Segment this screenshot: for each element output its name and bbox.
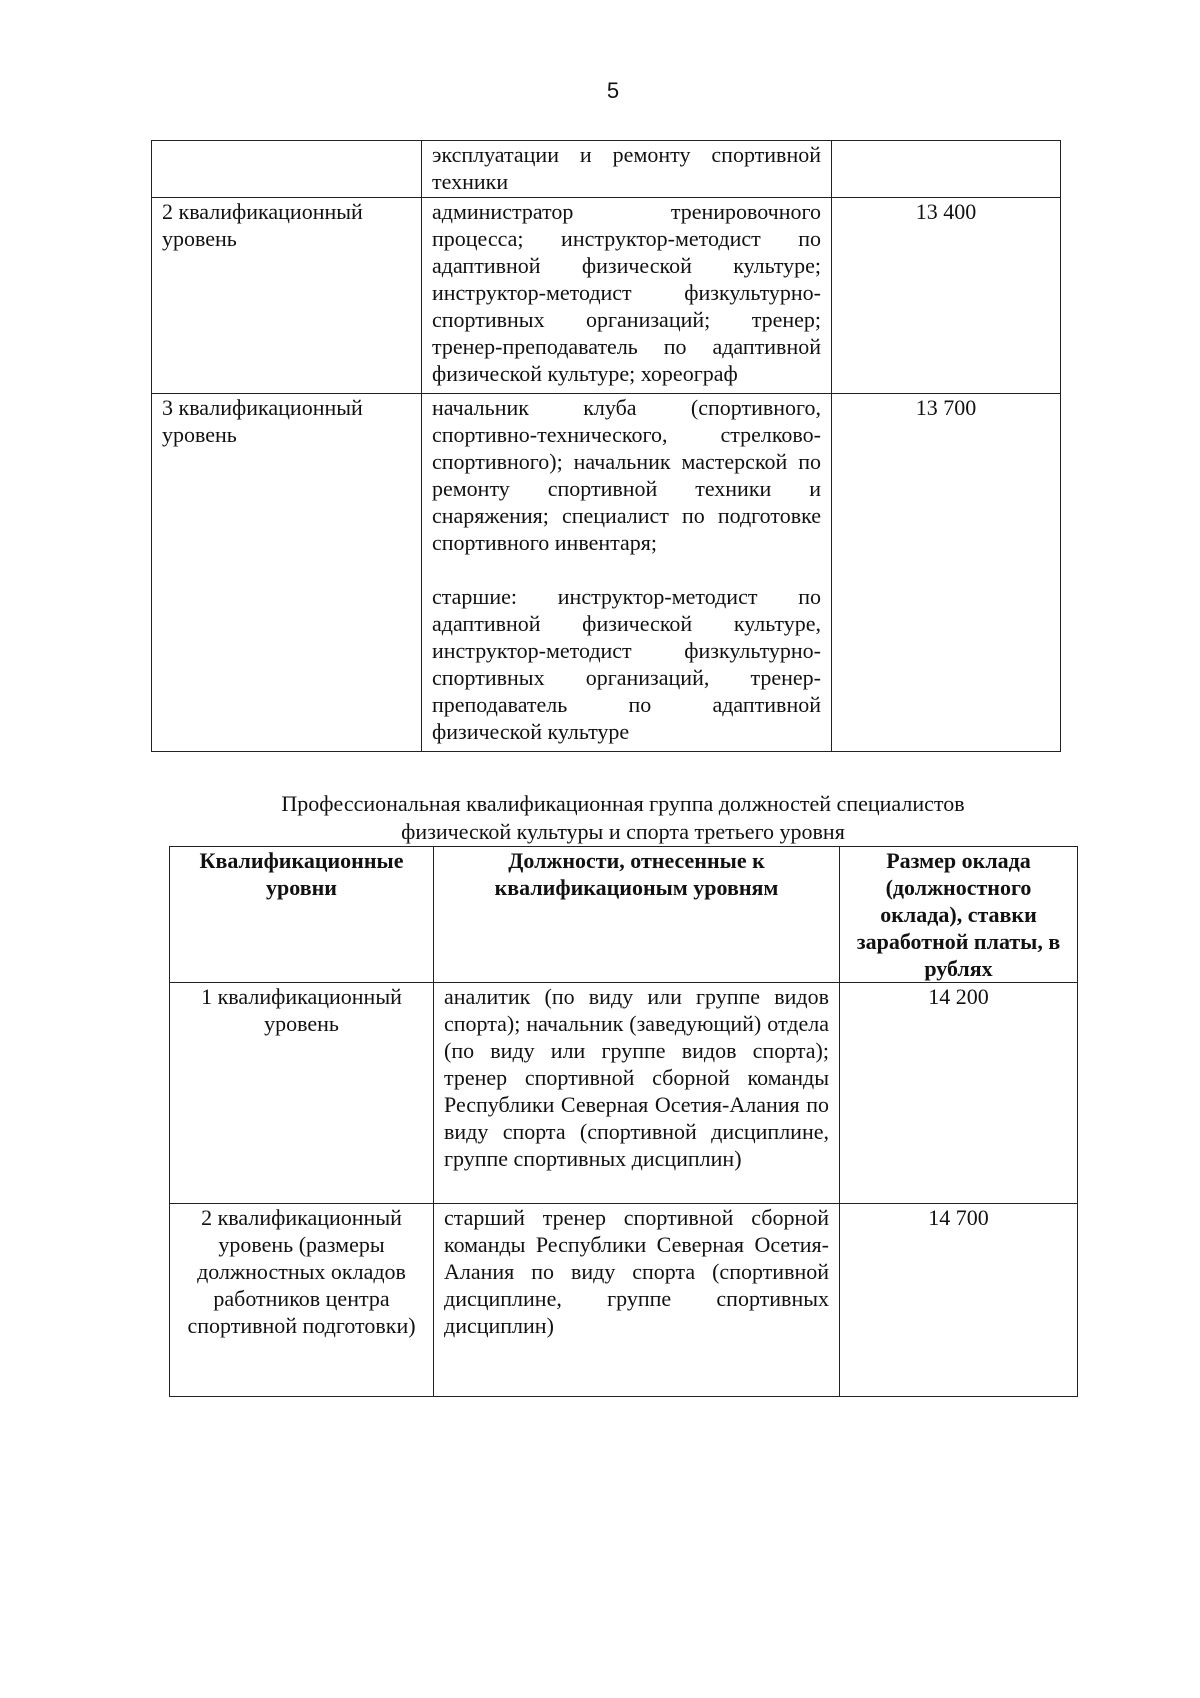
positions-cell: администратор тренировочного процесса; инструктор-методист по адаптивной физической культуре; инструктор-методист физкультурно-спортивных организаций; тренер; тренер-преподаватель по адаптивной физической культуре; хореограф [422, 198, 832, 394]
table-row [170, 983, 1078, 1204]
caption-line: физической культуры и спорта третьего уровня [401, 819, 845, 844]
qualification-table-continued [151, 140, 1061, 752]
level-cell: 3 квалификационный уровень [152, 394, 422, 752]
header-salary: Размер оклада (должностного оклада), ставки заработной платы, в рублях [840, 847, 1078, 983]
table-caption [0, 790, 1200, 846]
positions-cell: аналитик (по виду или группе видов спорта); начальник (заведующий) отдела (по виду или группе видов спорта); тренер спортивной сборной команды Республики Северная Осетия-Алания по виду спорта (спортивной дисциплине, группе спортивных дисциплин) [434, 983, 840, 1204]
header-positions: Должности, отнесенные к квалификационым уровням [434, 847, 840, 983]
positions-cell [422, 394, 832, 752]
header-row [170, 847, 1078, 983]
table-row [152, 141, 1061, 198]
salary-cell: 13 400 [832, 198, 1061, 394]
page-number: 5 [606, 78, 620, 103]
salary-cell: 14 200 [840, 983, 1078, 1204]
table-row [152, 198, 1061, 394]
level-cell: 2 квалификационный уровень (размеры должностных окладов работников центра спортивной подготовки) [170, 1204, 434, 1397]
qualification-table-third-level [169, 846, 1078, 1397]
level-cell: 1 квалификационный уровень [170, 983, 434, 1204]
salary-cell: 13 700 [832, 394, 1061, 752]
table-row [170, 1204, 1078, 1397]
table-row [152, 394, 1061, 752]
caption-line: Профессиональная квалификационная группа должностей специалистов [281, 791, 965, 816]
positions-paragraph: начальник клуба (спортивного, спортивно-технического, стрелково-спортивного); начальник мастерской по ремонту спортивной техники и снаряжения; специалист по подготовке спортивного инвентаря; [432, 395, 821, 555]
header-level: Квалификационные уровни [170, 847, 434, 983]
level-cell [152, 141, 422, 198]
positions-cell: старший тренер спортивной сборной команды Республики Северная Осетия-Алания по виду спорта (спортивной дисциплине, группе спортивных дисциплин) [434, 1204, 840, 1397]
salary-cell: 14 700 [840, 1204, 1078, 1397]
positions-cell: эксплуатации и ремонту спортивной техники [422, 141, 832, 198]
positions-paragraph: старшие: инструктор-методист по адаптивной физической культуре, инструктор-методист физкультурно-спортивных организаций, тренер-преподаватель по адаптивной физической культуре [432, 584, 821, 744]
level-cell: 2 квалификационный уровень [152, 198, 422, 394]
salary-cell [832, 141, 1061, 198]
